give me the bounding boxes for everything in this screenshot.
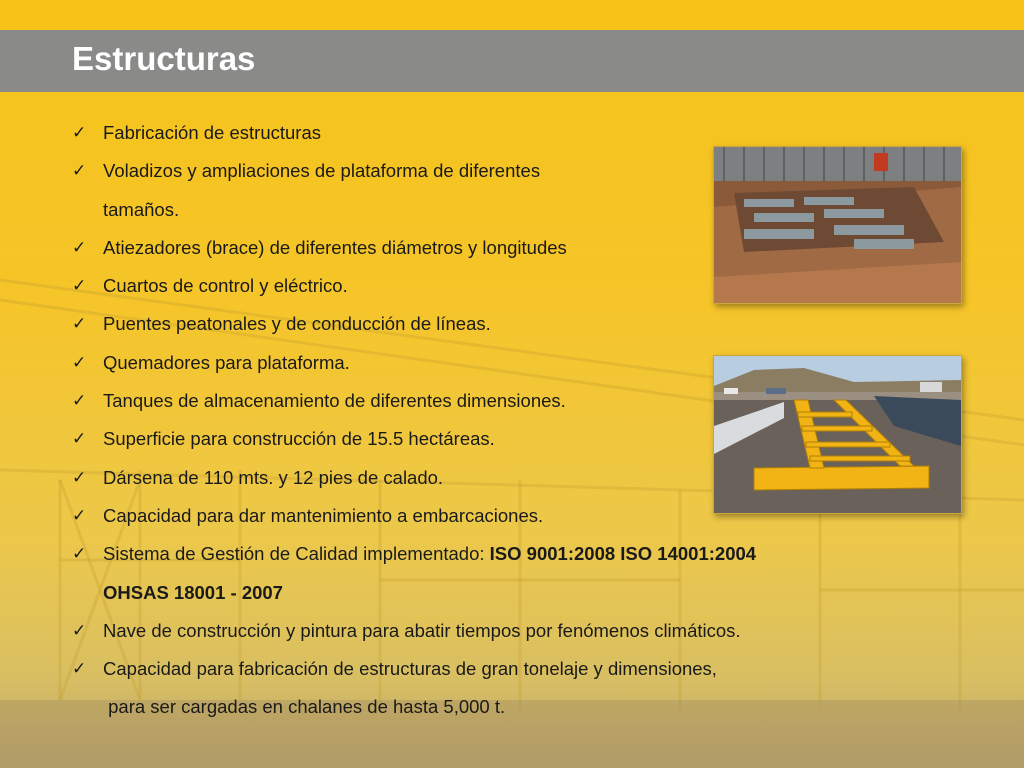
check-icon: ✓ (72, 237, 87, 257)
check-icon: ✓ (72, 276, 87, 296)
bullet-item: ✓ Sistema de Gestión de Calidad implementado: ISO 9001:2008 ISO 14001:2004 OHSAS 18001 - 2007 (72, 535, 872, 612)
bullet-item: ✓ Superficie para construcción de 15.5 hectáreas. (72, 420, 872, 458)
bullet-item: ✓ Puentes peatonales y de conducción de líneas. (72, 305, 872, 343)
bullet-item: ✓ Dársena de 110 mts. y 12 pies de calado. (72, 459, 872, 497)
bullet-item: ✓ Capacidad para dar mantenimiento a embarcaciones. (72, 497, 872, 535)
structure-photo-2 (713, 355, 962, 514)
check-icon: ✓ (72, 659, 87, 679)
check-icon: ✓ (72, 505, 87, 525)
check-icon: ✓ (72, 391, 87, 411)
check-icon: ✓ (72, 161, 87, 181)
bullet-item: ✓ Atiezadores (brace) de diferentes diámetros y longitudes (72, 229, 872, 267)
bullet-item: ✓ Fabricación de estructuras (72, 114, 872, 152)
bullet-item: ✓ Cuartos de control y eléctrico. (72, 267, 872, 305)
bullet-item: ✓ Nave de construcción y pintura para abatir tiempos por fenómenos climáticos. (72, 612, 872, 650)
structure-photo-1 (713, 146, 962, 304)
check-icon: ✓ (72, 352, 87, 372)
check-icon: ✓ (72, 467, 87, 487)
check-icon: ✓ (72, 123, 87, 142)
bullet-item: ✓ Voladizos y ampliaciones de plataforma de diferentes tamaños. (72, 152, 872, 229)
check-icon: ✓ (72, 544, 87, 564)
bullet-item: ✓ Tanques de almacenamiento de diferentes dimensiones. (72, 382, 872, 420)
check-icon: ✓ (72, 314, 87, 334)
slide-title: Estructuras (72, 40, 256, 77)
check-icon: ✓ (72, 429, 87, 449)
check-icon: ✓ (72, 620, 87, 640)
bullet-item: ✓ Quemadores para plataforma. (72, 344, 872, 382)
bullet-item: ✓ Capacidad para fabricación de estructuras de gran tonelaje y dimensiones, para ser cargadas en chalanes de hasta 5,000 t. (72, 650, 872, 727)
steel-frame-image (714, 356, 961, 513)
fabrication-image (714, 147, 961, 303)
